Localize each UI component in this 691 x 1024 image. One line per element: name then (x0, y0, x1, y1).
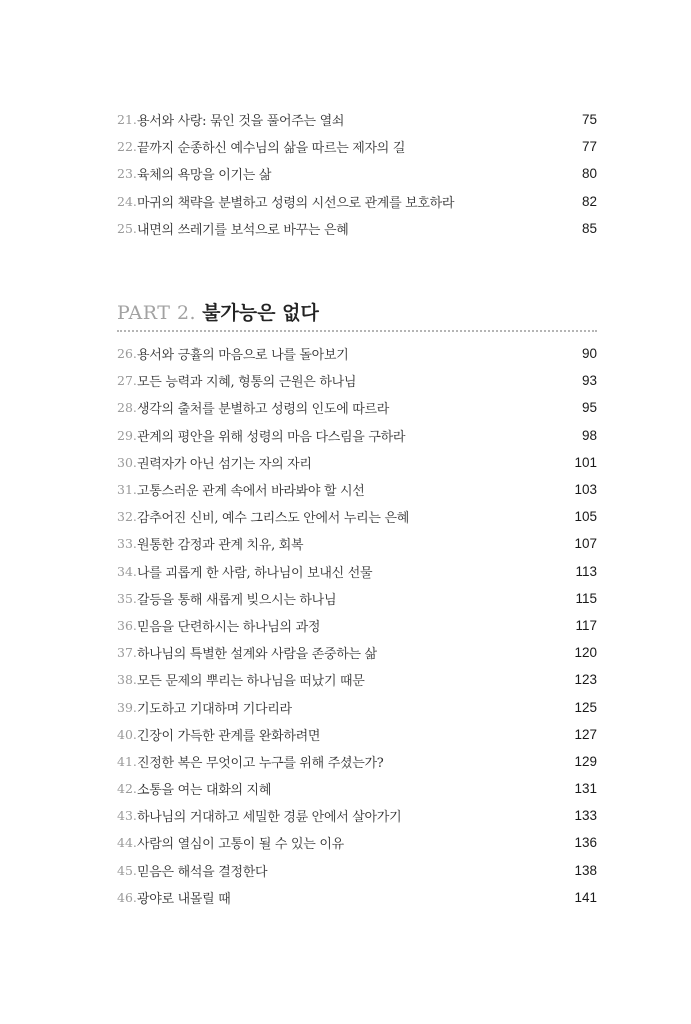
toc-entry-title: 고통스러운 관계 속에서 바라봐야 할 시선 (137, 484, 365, 500)
toc-entry-title: 내면의 쓰레기를 보석으로 바꾸는 은혜 (137, 222, 349, 238)
toc-entry-number: 26. (117, 346, 137, 362)
toc-entry-title: 나를 괴롭게 한 사람, 하나님이 보내신 선물 (137, 565, 373, 581)
toc-entry-page-number: 77 (581, 139, 597, 155)
toc-entry (117, 449, 597, 476)
toc-entry-number: 34. (117, 563, 137, 579)
toc-entry-page-number: 127 (574, 726, 597, 742)
toc-entry (117, 693, 597, 720)
toc-entry-number: 22. (117, 139, 137, 155)
toc-entry-page-number: 101 (574, 454, 597, 470)
toc-entry (117, 639, 597, 666)
toc-entry-page-number: 115 (575, 590, 597, 606)
toc-entry-page-number: 75 (581, 112, 597, 128)
toc-entry-page-number: 105 (574, 509, 597, 525)
part-dotted-divider (117, 330, 597, 332)
toc-entry-page-number: 103 (574, 482, 597, 498)
toc-entry (117, 367, 597, 394)
toc-entry-title: 용서와 사랑: 묶인 것을 풀어주는 열쇠 (137, 114, 345, 130)
toc-entry-title: 하나님의 거대하고 세밀한 경륜 안에서 살아가기 (137, 810, 402, 826)
toc-entry-page-number: 129 (574, 753, 597, 769)
toc-entry-title: 끝까지 순종하신 예수님의 삶을 따르는 제자의 길 (137, 141, 406, 157)
toc-entry-number: 35. (117, 590, 137, 606)
toc-entry-title: 하나님의 특별한 설계와 사람을 존중하는 삶 (137, 647, 377, 663)
toc-entry-number: 43. (117, 808, 137, 824)
toc-entry (117, 215, 597, 242)
toc-entry-page-number: 113 (575, 563, 597, 579)
toc-entry (117, 612, 597, 639)
toc-entry-title: 모든 능력과 지혜, 형통의 근원은 하나님 (137, 375, 357, 391)
toc-entry (117, 340, 597, 367)
toc-entry-number: 45. (117, 862, 137, 878)
toc-entry-title: 용서와 긍휼의 마음으로 나를 돌아보기 (137, 348, 349, 364)
toc-entry-title: 소통을 여는 대화의 지혜 (137, 783, 272, 799)
toc-entry-number: 46. (117, 889, 137, 905)
toc-entry-number: 33. (117, 536, 137, 552)
toc-entry-page-number: 107 (574, 536, 597, 552)
toc-entry-number: 24. (117, 193, 137, 209)
toc-entry-number: 25. (117, 220, 137, 236)
toc-entry-title: 생각의 출처를 분별하고 성령의 인도에 따르라 (137, 402, 390, 418)
toc-entry-number: 21. (117, 112, 137, 128)
toc-entry-title: 갈등을 통해 새롭게 빚으시는 하나님 (137, 592, 337, 608)
toc-entry-number: 30. (117, 454, 137, 470)
toc-entry-page-number: 93 (581, 373, 597, 389)
toc-entry-number: 27. (117, 373, 137, 389)
part-label: PART 2. (117, 302, 197, 324)
toc-entry-title: 모든 문제의 뿌리는 하나님을 떠났기 때문 (137, 674, 365, 690)
toc-entry (117, 558, 597, 585)
toc-entry-page-number: 98 (581, 427, 597, 443)
toc-entry-number: 42. (117, 781, 137, 797)
toc-entry (117, 476, 597, 503)
toc-entry-page-number: 133 (574, 808, 597, 824)
toc-entry-title: 마귀의 책략을 분별하고 성령의 시선으로 관계를 보호하라 (137, 195, 455, 211)
toc-entry-title: 진정한 복은 무엇이고 누구를 위해 주셨는가? (137, 755, 384, 771)
toc-entry-page-number: 117 (575, 617, 597, 633)
toc-entry-page-number: 95 (581, 400, 597, 416)
toc-entry-title: 기도하고 기대하며 기다리라 (137, 701, 292, 717)
toc-entry-number: 31. (117, 482, 137, 498)
toc-entry (117, 666, 597, 693)
toc-entry-number: 39. (117, 699, 137, 715)
toc-entry (117, 829, 597, 856)
toc-list-part-2 (117, 340, 597, 911)
toc-entry (117, 106, 597, 133)
toc-entry-page-number: 80 (581, 166, 597, 182)
toc-entry-title: 긴장이 가득한 관계를 완화하려면 (137, 728, 321, 744)
toc-entry-page-number: 85 (581, 220, 597, 236)
toc-entry-page-number: 136 (574, 835, 597, 851)
toc-entry-number: 38. (117, 672, 137, 688)
toc-list-part-1 (117, 106, 597, 242)
toc-entry-page-number: 120 (574, 645, 597, 661)
toc-entry-page-number: 125 (574, 699, 597, 715)
toc-entry-title: 광야로 내몰릴 때 (137, 891, 231, 907)
toc-entry (117, 422, 597, 449)
toc-entry-title: 관계의 평안을 위해 성령의 마음 다스림을 구하라 (137, 429, 406, 445)
toc-entry-number: 23. (117, 166, 137, 182)
toc-entry-page-number: 123 (574, 672, 597, 688)
toc-entry (117, 585, 597, 612)
toc-entry-page-number: 131 (574, 781, 597, 797)
toc-entry (117, 884, 597, 911)
toc-entry (117, 857, 597, 884)
toc-entry-number: 40. (117, 726, 137, 742)
toc-entry-title: 권력자가 아닌 섬기는 자의 자리 (137, 456, 312, 472)
toc-entry (117, 160, 597, 187)
toc-entry-title: 원통한 감정과 관계 치유, 회복 (137, 538, 304, 554)
toc-entry (117, 775, 597, 802)
toc-entry-page-number: 90 (581, 346, 597, 362)
toc-entry-number: 37. (117, 645, 137, 661)
toc-entry (117, 530, 597, 557)
part-heading (117, 298, 597, 325)
toc-entry-title: 믿음은 해석을 결정한다 (137, 864, 268, 880)
toc-entry-title: 육체의 욕망을 이기는 삶 (137, 168, 272, 184)
toc-entry-title: 감추어진 신비, 예수 그리스도 안에서 누리는 은혜 (137, 511, 409, 527)
toc-entry-number: 28. (117, 400, 137, 416)
part-title: 불가능은 없다 (202, 302, 319, 324)
toc-entry-number: 36. (117, 617, 137, 633)
toc-entry (117, 721, 597, 748)
toc-entry-page-number: 82 (581, 193, 597, 209)
toc-entry-number: 29. (117, 427, 137, 443)
toc-entry-number: 44. (117, 835, 137, 851)
toc-entry (117, 133, 597, 160)
toc-entry-number: 41. (117, 753, 137, 769)
toc-entry-page-number: 138 (574, 862, 597, 878)
toc-entry-number: 32. (117, 509, 137, 525)
toc-entry (117, 802, 597, 829)
toc-entry-title: 사람의 열심이 고통이 될 수 있는 이유 (137, 837, 344, 853)
toc-entry (117, 503, 597, 530)
toc-entry-title: 믿음을 단련하시는 하나님의 과정 (137, 619, 321, 635)
toc-entry (117, 748, 597, 775)
toc-entry-page-number: 141 (574, 889, 597, 905)
toc-entry (117, 188, 597, 215)
toc-entry (117, 394, 597, 421)
